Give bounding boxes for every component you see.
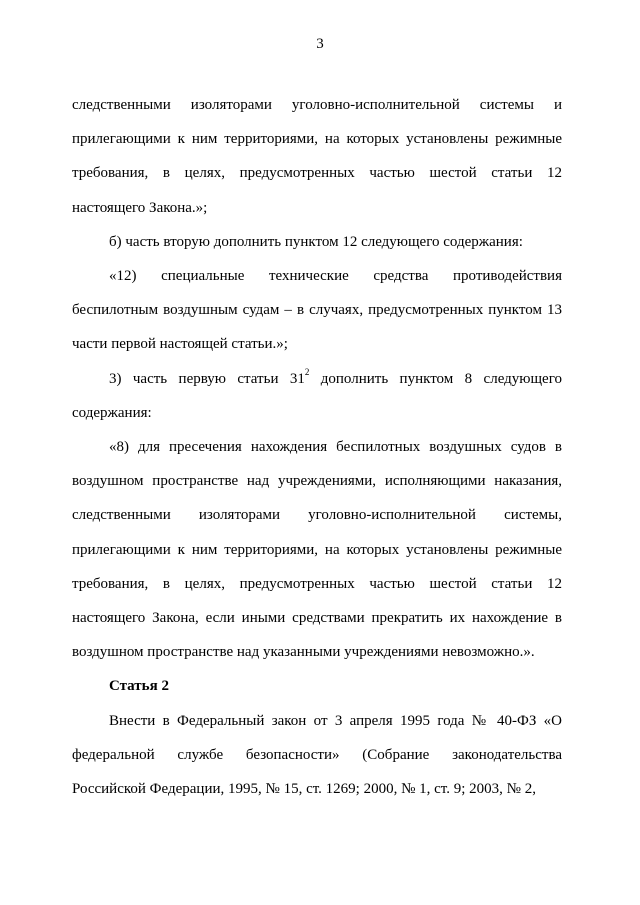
superscript-index: 2 — [304, 366, 310, 377]
paragraph-continuation: следственными изоляторами уголовно-исполнительной системы и прилегающими к ним территориями, на которых установлены режимные требования, в целях, предусмотренных частью шестой статьи 12 настоящего Закона.»; — [72, 97, 562, 216]
document-body — [72, 88, 562, 806]
paragraph-amendment-b: б) часть вторую дополнить пунктом 12 следующего содержания: — [109, 233, 523, 250]
paragraph-amendment-3 — [72, 362, 562, 430]
paragraph-article-2-intro: Внести в Федеральный закон от 3 апреля 1995 года № 40-ФЗ «О федеральной службе безопасности» (Собрание законодательства Российской Федерации, 1995, № 15, ст. 1269; 2000, № 1, ст. 9; 2003, № 2, — [72, 712, 562, 798]
article-heading: Статья 2 — [109, 678, 169, 695]
paragraph-amendment-3-end: дополнить пунктом 8 следующего содержания: — [72, 370, 562, 421]
paragraph-item-12: «12) специальные технические средства противодействия беспилотным воздушным судам – в случаях, предусмотренных пунктом 13 части первой настоящей статьи.»; — [72, 268, 562, 353]
paragraph-amendment-3-start: 3) часть первую статьи 31 — [109, 370, 305, 387]
paragraph-item-8: «8) для пресечения нахождения беспилотных воздушных судов в воздушном пространстве над учреждениями, исполняющими наказания, следственными изоляторами уголовно-исполнительной системы, прилегающими к ним территориями, на которых установлены режимные требования, в целях, предусмотренных частью шестой статьи 12 настоящего Закона, если иными средствами прекратить их нахождение в воздушном пространстве над указанными учреждениями невозможно.». — [72, 439, 562, 661]
page-number: 3 — [316, 36, 324, 52]
